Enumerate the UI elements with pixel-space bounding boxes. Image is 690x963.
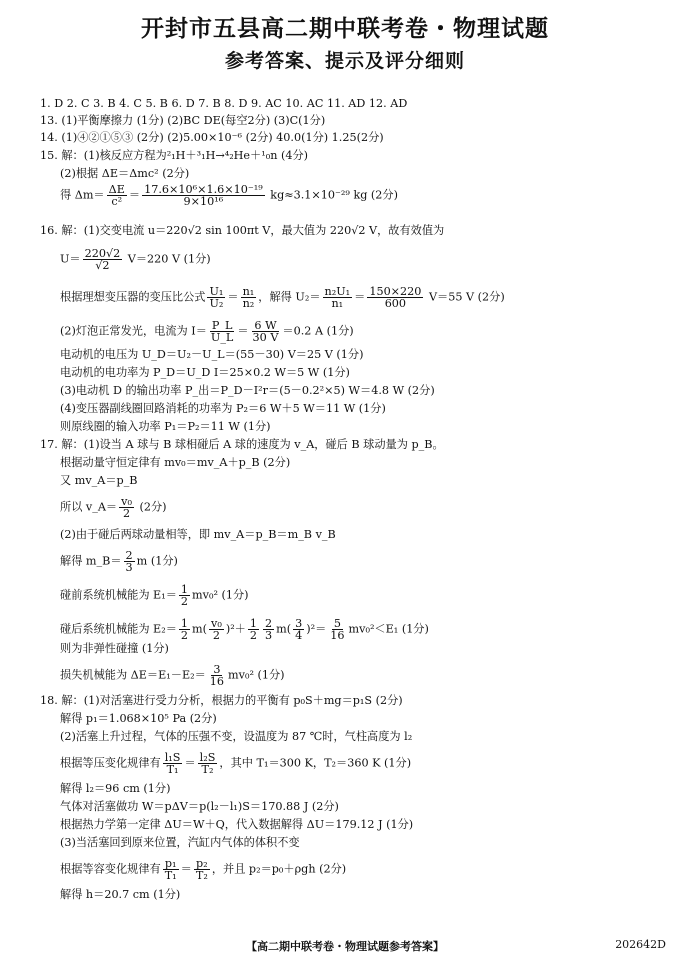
answer-18-line-2: 解得 p₁＝1.068×10⁵ Pa (2分)	[60, 712, 217, 725]
numerator: 220√2	[84, 247, 121, 260]
fraction	[209, 618, 224, 641]
answer-18-line-7: 根据热力学第一定律 ΔU＝W＋Q，代入数据解得 ΔU＝179.12 J (1分)	[60, 818, 414, 831]
answer-16-line-5: 电动机的电压为 U_D＝U₂－U_L＝(55－30) V＝25 V (1分)	[60, 348, 364, 361]
numerator: 1	[180, 617, 189, 630]
numerator: 2	[125, 549, 133, 562]
text-seg: ，并且 p₂＝p₀＋ρgh (2分)	[211, 862, 347, 876]
answer-15-line-1: 15. 解：(1)核反应方程为²₁H＋³₁H→⁴₂He＋¹₀n (4分)	[40, 149, 309, 162]
denominator: 9×10¹⁶	[183, 195, 224, 208]
numerator: p₂	[196, 857, 208, 870]
numerator: 17.6×10⁶×1.6×10⁻¹⁹	[144, 183, 263, 196]
text-seg: 根据等容变化规律有	[60, 862, 161, 876]
answer-15-line-2: (2)根据 ΔE＝Δmc² (2分)	[60, 167, 190, 180]
text-seg: ＝	[227, 290, 239, 304]
fraction	[209, 320, 235, 343]
text-seg: ＝	[354, 290, 366, 304]
denominator: 2	[212, 629, 220, 642]
fraction	[241, 286, 257, 309]
denominator: √2	[95, 259, 110, 272]
text-seg: ＝	[237, 324, 249, 338]
denominator: T₂	[201, 763, 214, 776]
answer-18-line-4	[60, 752, 411, 775]
text-seg: 得 Δm＝	[60, 188, 105, 202]
text-seg: ，解得 U₂＝	[258, 290, 321, 304]
denominator: n₁	[331, 297, 344, 310]
numerator: P_L	[211, 319, 233, 332]
denominator: U₂	[209, 297, 224, 310]
numerator: n₂U₁	[324, 285, 351, 298]
text-seg: mv₀²＜E₁ (1分)	[348, 622, 429, 636]
text-seg: kg≈3.1×10⁻²⁹ kg (2分)	[266, 188, 398, 202]
answer-17-line-5: (2)由于碰后两球动量相等，即 mv_A＝p_B＝m_B v_B	[60, 528, 336, 541]
numerator: 3	[295, 617, 303, 630]
numerator: l₁S	[164, 751, 181, 764]
denominator: 3	[265, 629, 273, 642]
text-seg: 根据理想变压器的变压比公式	[60, 290, 206, 304]
fraction	[83, 248, 123, 271]
answer-18-line-10: 解得 h＝20.7 cm (1分)	[60, 888, 181, 901]
answer-18-line-5: 解得 l₂＝96 cm (1分)	[60, 782, 171, 795]
fraction	[263, 618, 274, 641]
text-seg: (2)灯泡正常发光，电流为 I＝	[60, 324, 207, 338]
text-seg: 碰前系统机械能为 E₁＝	[60, 588, 177, 602]
text-seg: m(	[276, 622, 292, 636]
answer-17-line-3: 又 mv_A＝p_B	[60, 474, 138, 487]
text-seg: 碰后系统机械能为 E₂＝	[60, 622, 177, 636]
fraction	[323, 286, 353, 309]
answer-16-line-1: 16. 解：(1)交变电流 u＝220√2 sin 100πt V，最大值为 220√2 V，故有效值为	[40, 224, 445, 237]
fraction	[194, 858, 210, 881]
denominator: 30 V	[252, 331, 279, 344]
numerator: 150×220	[369, 285, 422, 298]
denominator: n₂	[242, 297, 255, 310]
denominator: U_L	[210, 331, 234, 344]
text-seg: 解得 m_B＝	[60, 554, 122, 568]
answer-16-line-8: (4)变压器副线圈回路消耗的功率为 P₂＝6 W＋5 W＝11 W (1分)	[60, 402, 386, 415]
denominator: 2	[122, 507, 131, 520]
numerator: U₁	[209, 285, 224, 298]
numerator: v₀	[121, 495, 132, 508]
answer-16-line-9: 则原线圈的输入功率 P₁＝P₂＝11 W (1分)	[60, 420, 271, 433]
fraction	[163, 858, 179, 881]
numerator: 5	[333, 617, 341, 630]
denominator: 2	[180, 595, 189, 608]
text-seg: 损失机械能为 ΔE＝E₁－E₂＝	[60, 668, 206, 682]
fraction	[179, 584, 190, 607]
answer-18-line-3: (2)活塞上升过程，气体的压强不变，设温度为 87 ℃时，气柱高度为 l₂	[60, 730, 413, 743]
page-subtitle: 参考答案、提示及评分细则	[224, 50, 465, 72]
numerator: l₂S	[199, 751, 216, 764]
footer-code: 202642D	[615, 938, 666, 951]
answer-17-line-6	[60, 550, 178, 573]
answer-17-line-1: 17. 解：(1)设当 A 球与 B 球相碰后 A 球的速度为 v_A，碰后 B 球动量为 p_B。	[40, 438, 444, 451]
text-seg: )²＋	[225, 622, 246, 636]
answer-16-line-7: (3)电动机 D 的输出功率 P_出＝P_D－I²r＝(5－0.2²×5) W＝4.8 W (2分)	[60, 384, 435, 397]
answer-17-line-10	[60, 664, 285, 687]
text-seg: ，其中 T₁＝300 K，T₂＝360 K (1分)	[219, 756, 412, 770]
answer-13-line: 13. (1)平衡摩擦力 (1分) (2)BC DE(每空2分) (3)C(1分)	[40, 114, 326, 127]
text-seg: m (1分)	[136, 554, 178, 568]
denominator: T₁	[166, 763, 179, 776]
denominator: 2	[249, 629, 257, 642]
answer-15-line-3	[60, 184, 398, 207]
answer-17-line-7	[60, 584, 249, 607]
text-seg: ＝	[180, 862, 192, 876]
text-seg: mv₀² (1分)	[228, 668, 285, 682]
denominator: T₁	[164, 869, 177, 882]
answer-18-line-9	[60, 858, 346, 881]
answer-17-line-2: 根据动量守恒定律有 mv₀＝mv_A＋p_B (2分)	[60, 456, 291, 469]
text-seg: V＝220 V (1分)	[124, 252, 211, 266]
fraction	[107, 184, 127, 207]
answer-16-line-4	[60, 320, 354, 343]
fraction	[207, 286, 225, 309]
text-seg: ＝	[128, 188, 141, 202]
denominator: 2	[180, 629, 189, 642]
text-seg: 所以 v_A＝	[60, 500, 118, 514]
denominator: 600	[384, 297, 407, 310]
fraction	[163, 752, 183, 775]
numerator: 1	[180, 583, 189, 596]
fraction	[179, 618, 190, 641]
fraction	[198, 752, 218, 775]
fraction	[119, 496, 134, 519]
numerator: 1	[249, 617, 257, 630]
answers-choice-line: 1. D 2. C 3. B 4. C 5. B 6. D 7. B 8. D 9. AC 10. AC 11. AD 12. AD	[40, 97, 408, 110]
text-seg: mv₀² (1分)	[192, 588, 249, 602]
denominator: c²	[111, 195, 123, 208]
numerator: 2	[265, 617, 273, 630]
footer-label: 【高二期中联考卷・物理试题参考答案】	[246, 940, 444, 953]
answer-14-line: 14. (1)④②①⑤③ (2分) (2)5.00×10⁻⁶ (2分) 40.0(1分) 1.25(2分)	[40, 131, 384, 144]
numerator: p₁	[164, 857, 177, 870]
fraction	[293, 618, 304, 641]
numerator: n₁	[242, 285, 255, 298]
answer-18-line-1: 18. 解：(1)对活塞进行受力分析，根据力的平衡有 p₀S＋mg＝p₁S (2分)	[40, 694, 403, 707]
denominator: 3	[125, 561, 133, 574]
fraction	[367, 286, 423, 309]
text-seg: ＝0.2 A (1分)	[282, 324, 354, 338]
fraction	[328, 618, 346, 641]
answer-17-line-8	[60, 618, 429, 641]
answer-17-line-9: 则为非弹性碰撞 (1分)	[60, 642, 169, 655]
denominator: 16	[330, 629, 345, 642]
fraction	[142, 184, 265, 207]
text-seg: 根据等压变化规律有	[60, 756, 161, 770]
text-seg: ＝	[184, 756, 196, 770]
answer-16-line-6: 电动机的电功率为 P_D＝U_D I＝25×0.2 W＝5 W (1分)	[60, 366, 350, 379]
answer-16-line-2	[60, 248, 211, 271]
fraction	[248, 618, 259, 641]
text-seg: m(	[192, 622, 208, 636]
answer-17-line-4	[60, 496, 167, 519]
numerator: 3	[213, 663, 221, 676]
answer-18-line-8: (3)当活塞回到原来位置，汽缸内气体的体积不变	[60, 836, 300, 849]
answer-16-line-3	[60, 286, 505, 309]
fraction	[124, 550, 135, 573]
answer-18-line-6: 气体对活塞做功 W＝pΔV＝p(l₂－l₁)S＝170.88 J (2分)	[60, 800, 339, 813]
numerator: v₀	[211, 617, 222, 630]
text-seg: (2分)	[135, 500, 167, 514]
numerator: 6 W	[254, 319, 277, 332]
denominator: 16	[209, 675, 225, 688]
fraction	[251, 320, 281, 343]
numerator: ΔE	[108, 183, 125, 196]
text-seg: )²＝	[306, 622, 327, 636]
text-seg: U＝	[60, 252, 81, 266]
denominator: T₂	[195, 869, 208, 882]
fraction	[208, 664, 226, 687]
text-seg: V＝55 V (2分)	[425, 290, 505, 304]
page-title: 开封市五县高二期中联考卷・物理试题	[141, 16, 549, 42]
denominator: 4	[295, 629, 303, 642]
